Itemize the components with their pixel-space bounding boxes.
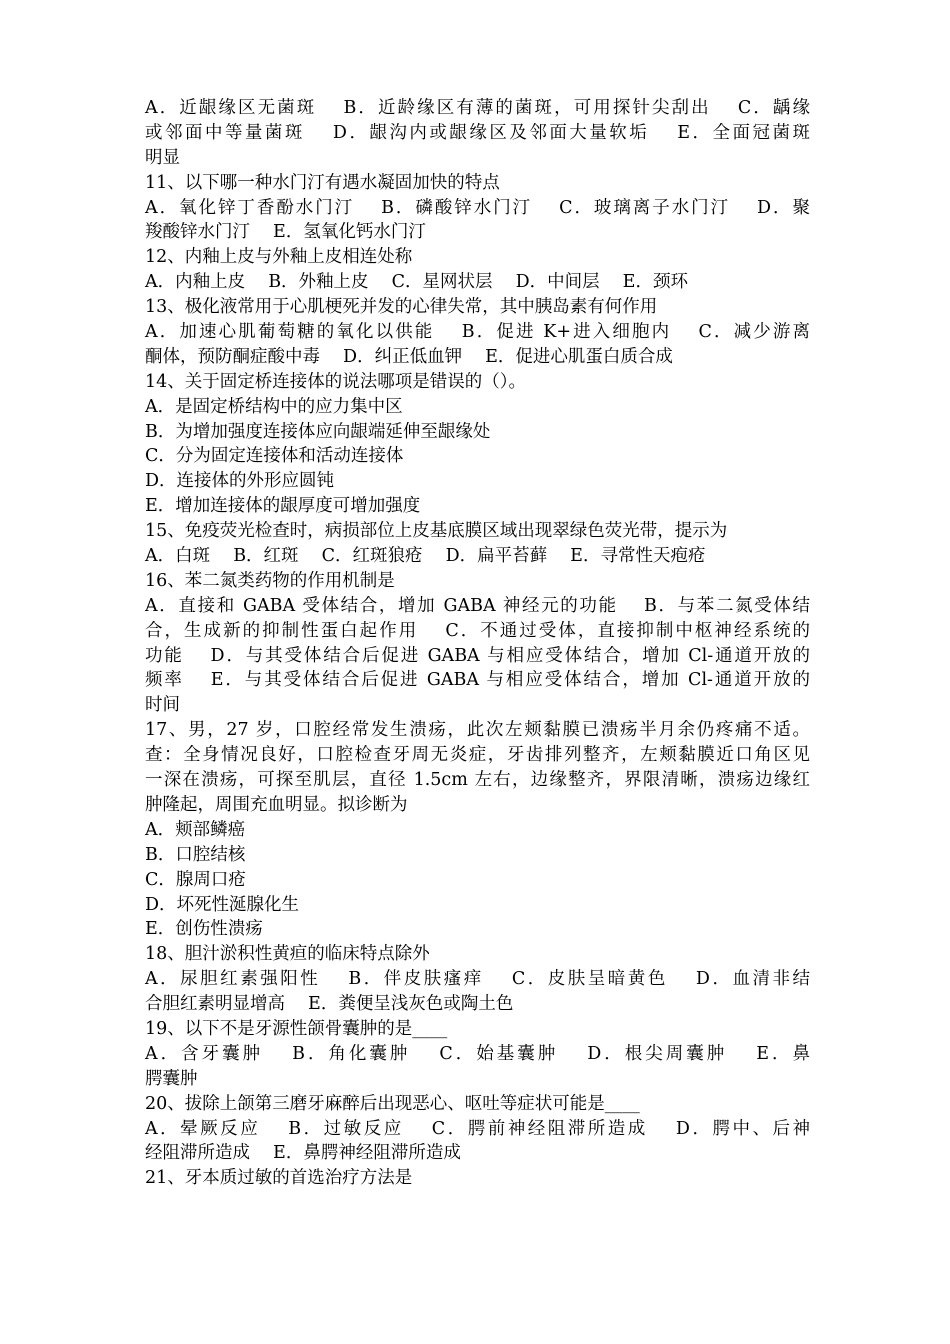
text-line: 14、关于固定桥连接体的说法哪项是错误的（）。 [145, 371, 527, 392]
text-line: 15、免疫荧光检查时，病损部位上皮基底膜区域出现翠绿色荧光带，提示为 [145, 521, 728, 542]
text-line: D．连接体的外形应圆钝 [145, 471, 335, 492]
text-line: A．是固定桥结构中的应力集中区 [145, 396, 403, 417]
text-line: 功能 D．与其受体结合后促进 GABA 与相应受体结合，增加 Cl-通道开放的 [145, 645, 810, 666]
text-line: 17、男，27 岁，口腔经常发生溃疡，此次左颊黏膜已溃疡半月余仍疼痛不适。 [145, 720, 810, 741]
text-line: A．内釉上皮 B．外釉上皮 C．星网状层 D．中间层 E．颈环 [145, 272, 688, 293]
text-line: E．增加连接体的龈厚度可增加强度 [145, 496, 421, 517]
text-line: 一深在溃疡，可探至肌层，直径 1.5cm 左右，边缘整齐，界限清晰，溃疡边缘红 [145, 770, 810, 791]
text-line: A．颊部鳞癌 [145, 819, 246, 840]
text-line: 频率 E．与其受体结合后促进 GABA 与相应受体结合，增加 Cl-通道开放的 [145, 670, 810, 691]
text-line: 明显 [145, 147, 180, 168]
text-line: 20、拔除上颌第三磨牙麻醉后出现恶心、呕吐等症状可能是____ [145, 1093, 640, 1114]
text-line: 16、苯二氮类药物的作用机制是 [145, 570, 395, 591]
text-line: D．坏死性涎腺化生 [145, 894, 300, 915]
text-line: A．晕厥反应 B．过敏反应 C．腭前神经阻滞所造成 D．腭中、后神 [145, 1118, 810, 1139]
text-line: 18、胆汁淤积性黄疸的临床特点除外 [145, 944, 430, 965]
text-line: 13、极化液常用于心肌梗死并发的心律失常，其中胰岛素有何作用 [145, 297, 658, 318]
text-line: C．腺周口疮 [145, 869, 246, 890]
text-line: A．白斑 B．红斑 C．红斑狼疮 D．扁平苔藓 E．寻常性天疱疮 [145, 546, 706, 567]
text-line: E．创伤性溃疡 [145, 919, 263, 940]
text-line: A．加速心肌葡萄糖的氧化以供能 B．促进 K+进入细胞内 C．减少游离 [145, 322, 810, 343]
text-line: 酮体，预防酮症酸中毒 D．纠正低血钾 E．促进心肌蛋白质合成 [145, 346, 673, 367]
text-line: C．分为固定连接体和活动连接体 [145, 446, 404, 467]
text-line: 肿隆起，周围充血明显。拟诊断为 [145, 794, 408, 815]
text-line: A．直接和 GABA 受体结合，增加 GABA 神经元的功能 B．与苯二氮受体结 [145, 595, 810, 616]
text-line: 或邻面中等量菌斑 D．龈沟内或龈缘区及邻面大量软垢 E．全面冠菌斑 [145, 122, 810, 143]
text-line: B．口腔结核 [145, 844, 246, 865]
text-line: A．近龈缘区无菌斑 B．近龄缘区有薄的菌斑，可用探针尖刮出 C．龋缘 [145, 98, 810, 118]
text-line: 查：全身情况良好，口腔检查牙周无炎症，牙齿排列整齐，左颊黏膜近口角区见 [145, 745, 810, 766]
text-line: 羧酸锌水门汀 E．氢氧化钙水门汀 [145, 222, 426, 243]
text-line: A．尿胆红素强阳性 B．伴皮肤瘙痒 C．皮肤呈暗黄色 D．血清非结 [145, 969, 810, 990]
text-line: 合，生成新的抑制性蛋白起作用 C．不通过受体，直接抑制中枢神经系统的 [145, 620, 810, 641]
text-line: B．为增加强度连接体应向龈端延伸至龈缘处 [145, 421, 491, 442]
text-line: 19、以下不是牙源性颌骨囊肿的是____ [145, 1018, 448, 1039]
text-line: 11、以下哪一种水门汀有遇水凝固加快的特点 [145, 172, 500, 193]
document-page [145, 96, 810, 1191]
text-line: 经阻滞所造成 E．鼻腭神经阻滞所造成 [145, 1143, 461, 1164]
text-line: A．氧化锌丁香酚水门汀 B．磷酸锌水门汀 C．玻璃离子水门汀 D．聚 [145, 197, 810, 218]
text-line: A．含牙囊肿 B．角化囊肿 C．始基囊肿 D．根尖周囊肿 E．鼻 [145, 1043, 810, 1064]
text-line: 合胆红素明显增高 E．粪便呈浅灰色或陶土色 [145, 994, 514, 1015]
text-line: 时间 [145, 695, 180, 716]
text-line: 腭囊肿 [145, 1068, 198, 1089]
text-line: 21、牙本质过敏的首选治疗方法是 [145, 1168, 413, 1189]
text-line: 12、内釉上皮与外釉上皮相连处称 [145, 247, 413, 268]
